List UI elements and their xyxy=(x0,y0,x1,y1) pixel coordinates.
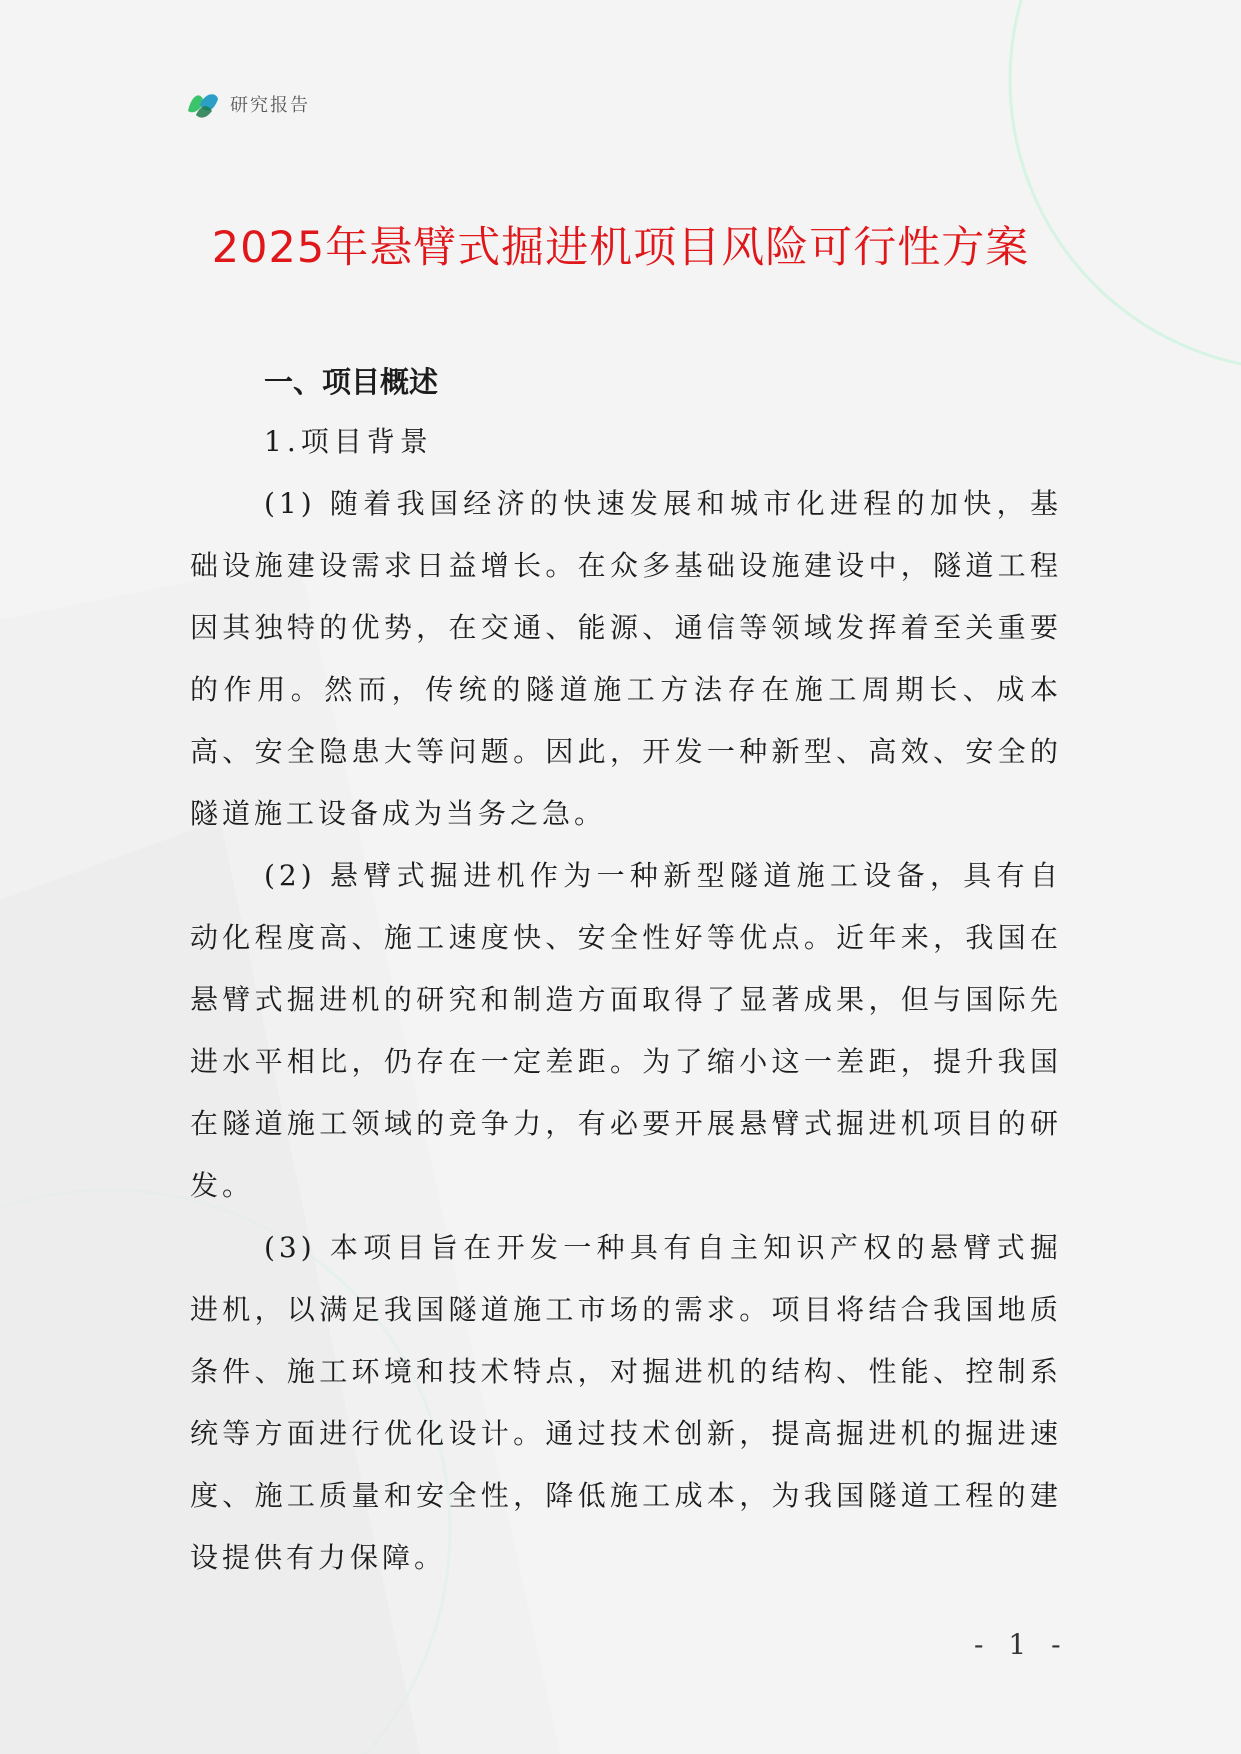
document-body xyxy=(190,473,1062,1589)
paragraph: (3) 本项目旨在开发一种具有自主知识产权的悬臂式掘进机，以满足我国隧道施工市场的需求。项目将结合我国地质条件、施工环境和技术特点，对掘进机的结构、性能、控制系统等方面进行优化设计。通过技术创新，提高掘进机的掘进速度、施工质量和安全性，降低施工成本，为我国隧道工程的建设提供有力保障。 xyxy=(190,1231,1062,1574)
paragraph: (2) 悬臂式掘进机作为一种新型隧道施工设备，具有自动化程度高、施工速度快、安全性好等优点。近年来，我国在悬臂式掘进机的研究和制造方面取得了显著成果，但与国际先进水平相比，仍存在一定差距。为了缩小这一差距，提升我国在隧道施工领域的竞争力，有必要开展悬臂式掘进机项目的研发。 xyxy=(190,859,1062,1202)
brand-label: 研究报告 xyxy=(230,95,310,116)
section-heading: 一、项目概述 xyxy=(264,365,439,399)
document-title: 2025年悬臂式掘进机项目风险可行性方案 xyxy=(211,223,1030,273)
stylized-leaf-logo-icon xyxy=(186,89,220,119)
page-number: - 1 - xyxy=(974,1628,1069,1661)
document-brand xyxy=(186,88,310,120)
paragraph: (1) 随着我国经济的快速发展和城市化进程的加快，基础设施建设需求日益增长。在众多基础设施建设中，隧道工程因其独特的优势，在交通、能源、通信等领域发挥着至关重要的作用。然而，传统的隧道施工方法存在施工周期长、成本高、安全隐患大等问题。因此，开发一种新型、高效、安全的隧道施工设备成为当务之急。 xyxy=(190,487,1062,830)
subsection-heading: 1.项目背景 xyxy=(264,425,433,458)
